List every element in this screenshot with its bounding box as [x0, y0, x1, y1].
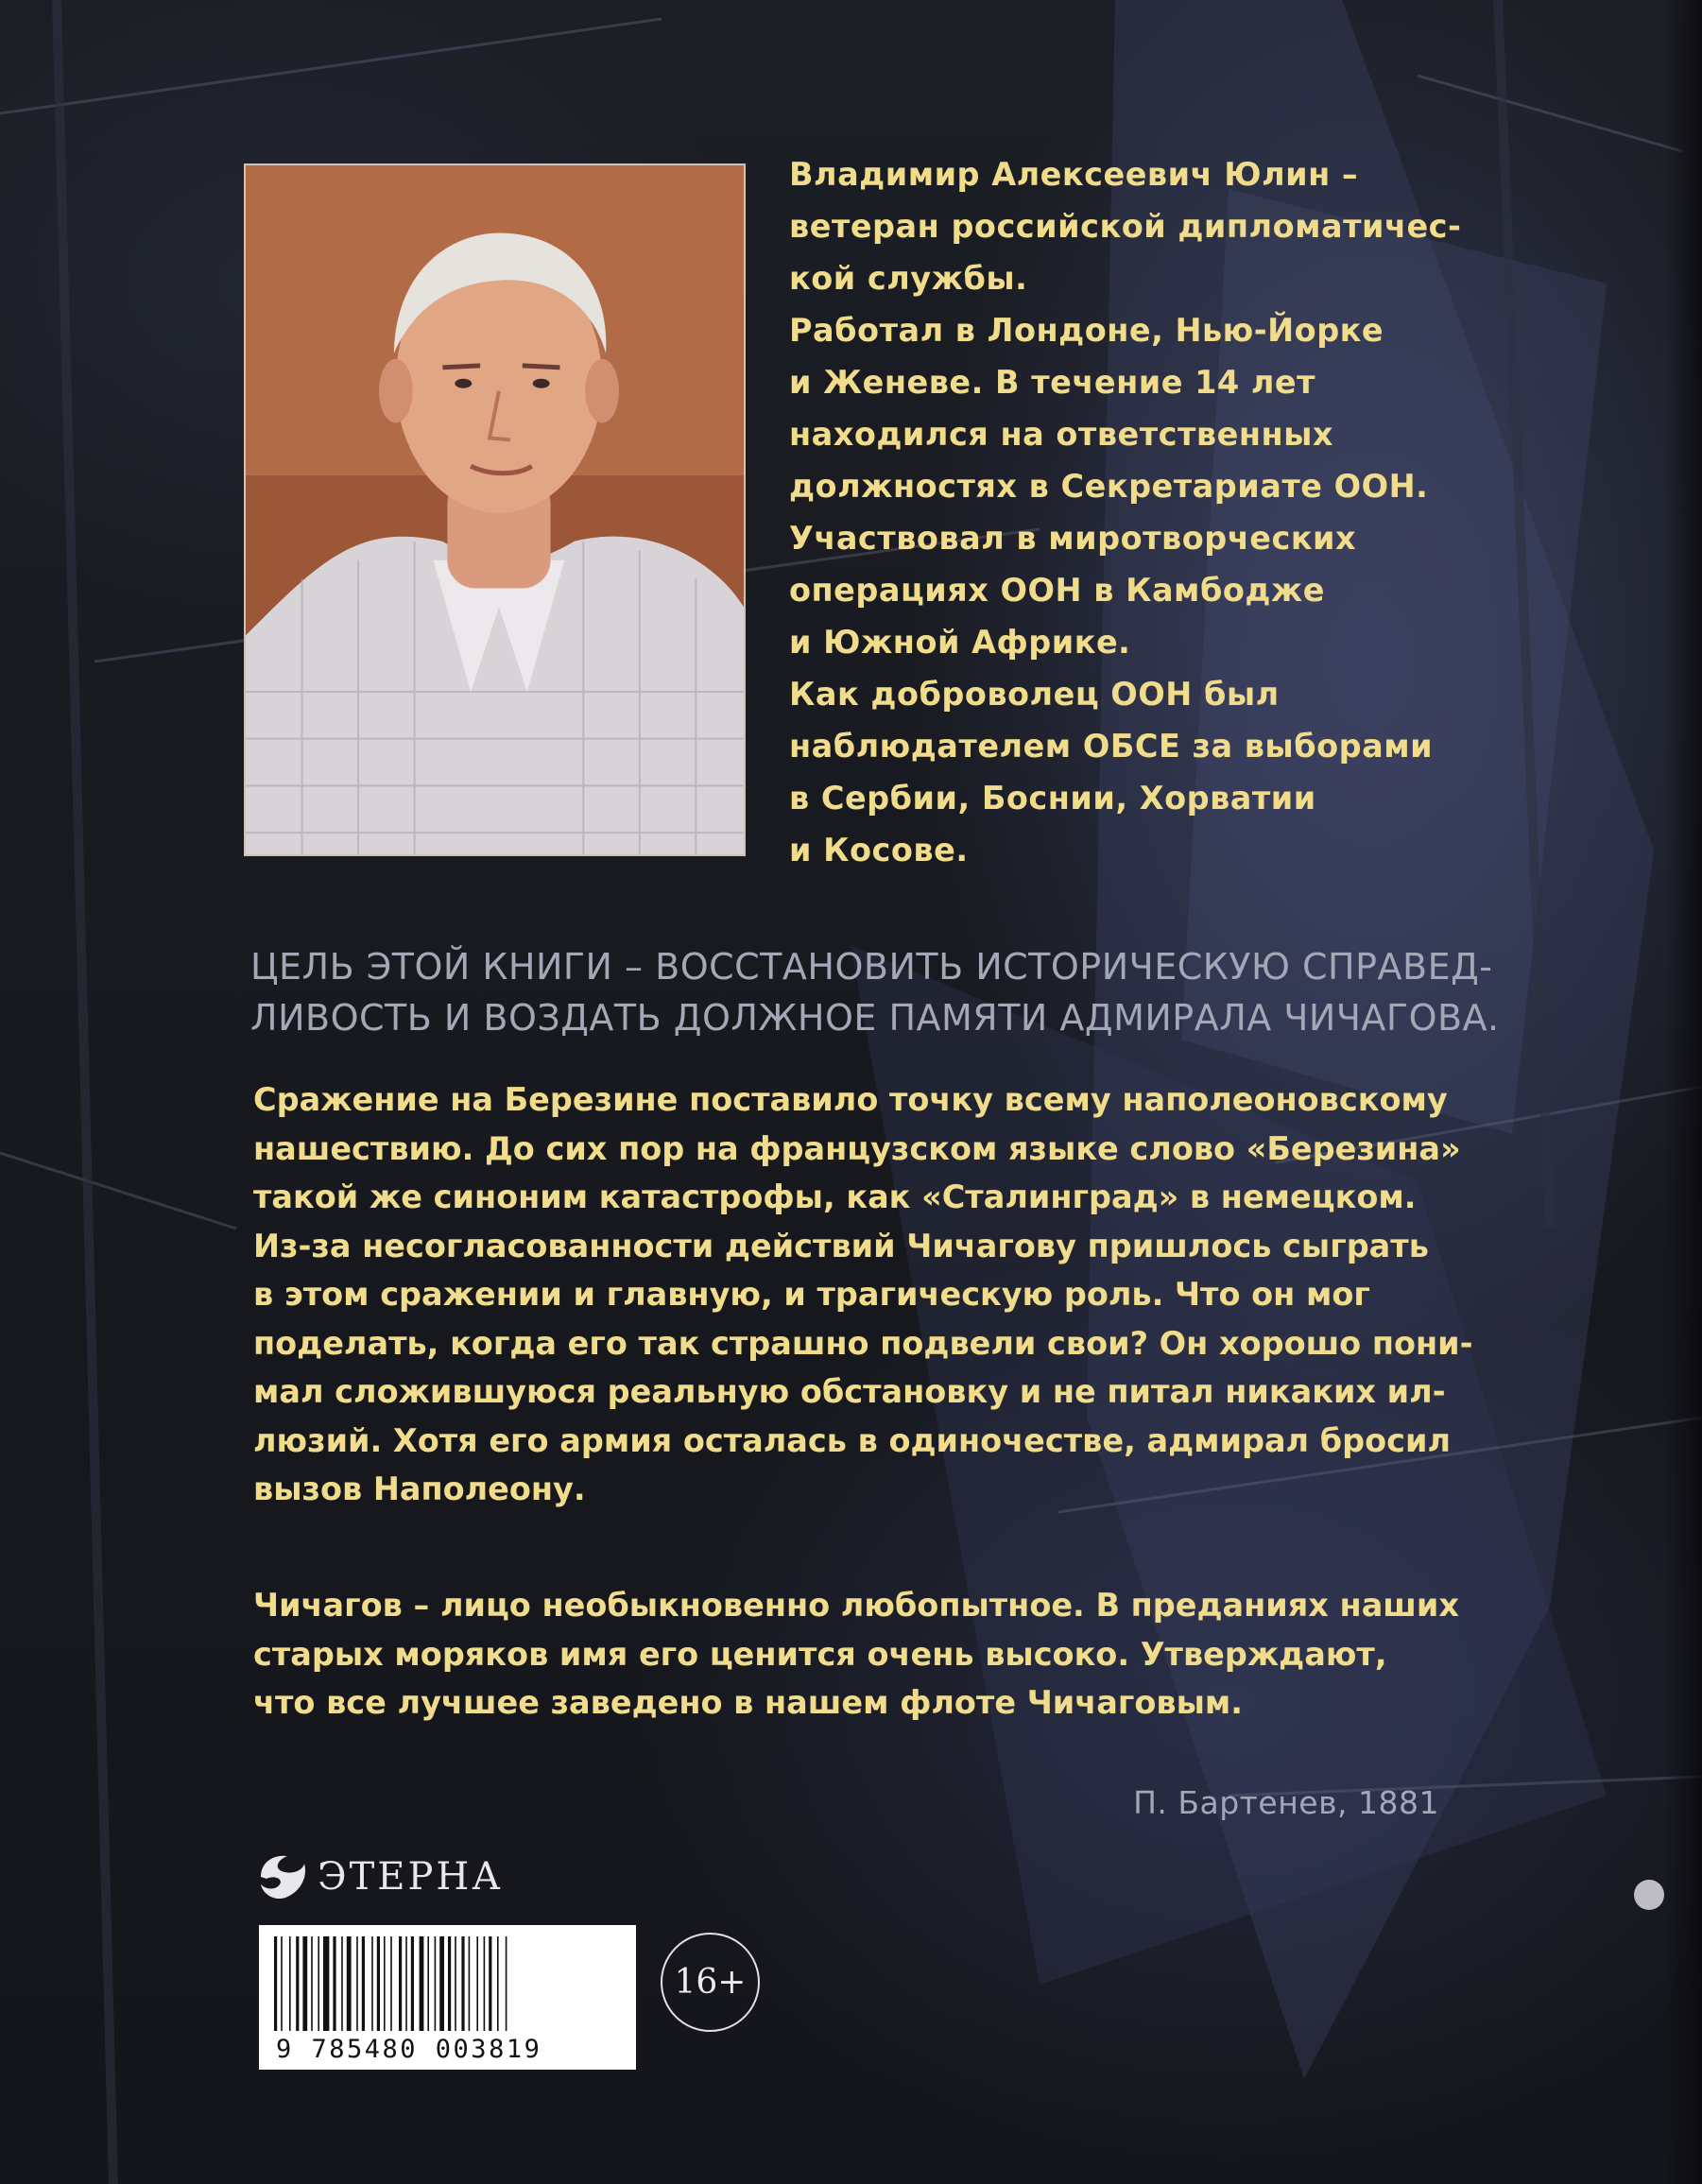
book-description	[253, 1075, 1473, 1514]
bio-line: должностях в Секретариате ООН.	[789, 468, 1429, 505]
barcode-bar	[455, 1936, 456, 2031]
bio-line: и Женеве. В течение 14 лет	[789, 364, 1316, 401]
barcode-bar	[435, 1936, 437, 2031]
barcode-bar	[371, 1936, 373, 2031]
description-line: поделать, когда его так страшно подвели свои? Он хорошо пони-	[253, 1324, 1473, 1362]
description-line: Из-за несогласованности действий Чичагову пришлось сыграть	[253, 1227, 1429, 1264]
barcode-bar	[448, 1936, 451, 2031]
barcode-bar	[497, 1936, 499, 2031]
barcode-bar	[318, 1936, 319, 2031]
barcode-bar	[469, 1936, 471, 2031]
bio-line: Владимир Алексеевич Юлин –	[789, 156, 1359, 193]
barcode-bar	[411, 1936, 414, 2031]
barcode-bar	[377, 1936, 380, 2031]
bio-line: Работал в Лондоне, Нью-Йорке	[789, 312, 1384, 349]
headline-line: ЛИВОСТЬ И ВОЗДАТЬ ДОЛЖНОЕ ПАМЯТИ АДМИРАЛА ЧИЧАГОВА.	[250, 997, 1500, 1039]
barcode-bar	[362, 1936, 365, 2031]
barcode-bar	[384, 1936, 386, 2031]
bio-line: и Южной Африке.	[789, 624, 1131, 661]
quote-line: Чичагов – лицо необыкновенно любопытное. В преданиях наших	[253, 1587, 1459, 1624]
barcode-bar	[399, 1936, 402, 2031]
bio-line: в Сербии, Боснии, Хорватии	[789, 780, 1316, 817]
barcode-bar	[439, 1936, 444, 2031]
isbn-barcode	[259, 1925, 636, 2070]
bio-line: кой службы.	[789, 260, 1028, 297]
barcode-bar	[296, 1936, 299, 2031]
barcode-bar	[274, 1936, 277, 2031]
publisher-swirl-logo-icon	[253, 1849, 310, 1905]
barcode-bar	[461, 1936, 464, 2031]
bio-line: Участвовал в миротворческих	[789, 520, 1357, 557]
bio-line: наблюдателем ОБСЕ за выборами	[789, 728, 1434, 765]
bio-line: и Косове.	[789, 832, 969, 868]
barcode-bar	[356, 1936, 358, 2031]
quote-line: что все лучшее заведено в нашем флоте Чичаговым.	[253, 1684, 1243, 1721]
barcode-bar	[341, 1936, 343, 2031]
description-line: в этом сражении и главную, и трагическую роль. Что он мог	[253, 1276, 1370, 1313]
barcode-bar	[390, 1936, 392, 2031]
barcode-bar	[489, 1936, 491, 2031]
quote-line: старых моряков имя его ценится очень высоко. Утверждают,	[253, 1635, 1387, 1673]
barcode-bar	[484, 1936, 486, 2031]
barcode-bar	[347, 1936, 352, 2031]
bio-line: находился на ответственных	[789, 416, 1334, 453]
barcode-bar	[405, 1936, 407, 2031]
description-line: люзий. Хотя его армия осталась в одиночестве, адмирал бросил	[253, 1421, 1452, 1459]
author-bio	[789, 148, 1462, 876]
barcode-bar	[333, 1936, 335, 2031]
description-line: Сражение на Березине поставило точку всему наполеоновскому	[253, 1081, 1448, 1118]
barcode-bars	[272, 1936, 622, 2031]
bio-line: операциях ООН в Камбодже	[789, 572, 1325, 609]
barcode-bar	[311, 1936, 313, 2031]
historical-quote	[253, 1581, 1459, 1728]
quote-attribution: П. Бартенев, 1881	[1133, 1784, 1439, 1821]
barcode-bar	[281, 1936, 283, 2031]
barcode-bar	[427, 1936, 429, 2031]
description-line: такой же синоним катастрофы, как «Сталинград» в немецком.	[253, 1178, 1417, 1215]
description-line: мал сложившуюся реальную обстановку и не питал никаких ил-	[253, 1373, 1446, 1410]
bio-line: Как доброволец ООН был	[789, 676, 1280, 713]
barcode-bar	[302, 1936, 307, 2031]
bio-line: ветеран российской дипломатичес-	[789, 208, 1462, 245]
age-rating-badge: 16+	[661, 1933, 760, 2032]
description-line: вызов Наполеону.	[253, 1470, 586, 1507]
isbn-digits: 9 785480 003819	[276, 2035, 542, 2064]
barcode-bar	[420, 1936, 424, 2031]
barcode-bar	[289, 1936, 291, 2031]
book-purpose-headline	[250, 941, 1500, 1043]
headline-line: ЦЕЛЬ ЭТОЙ КНИГИ – ВОССТАНОВИТЬ ИСТОРИЧЕСКУЮ СПРАВЕД-	[250, 946, 1493, 988]
barcode-bar	[506, 1936, 507, 2031]
barcode-bar	[476, 1936, 478, 2031]
barcode-bar	[323, 1936, 329, 2031]
author-photo	[244, 163, 746, 856]
publisher-mark	[253, 1849, 504, 1905]
description-line: нашествию. До сих пор на французском языке слово «Березина»	[253, 1129, 1461, 1167]
publisher-name: ЭТЕРНА	[318, 1855, 504, 1899]
spine-edge-shadow	[1664, 0, 1702, 2184]
